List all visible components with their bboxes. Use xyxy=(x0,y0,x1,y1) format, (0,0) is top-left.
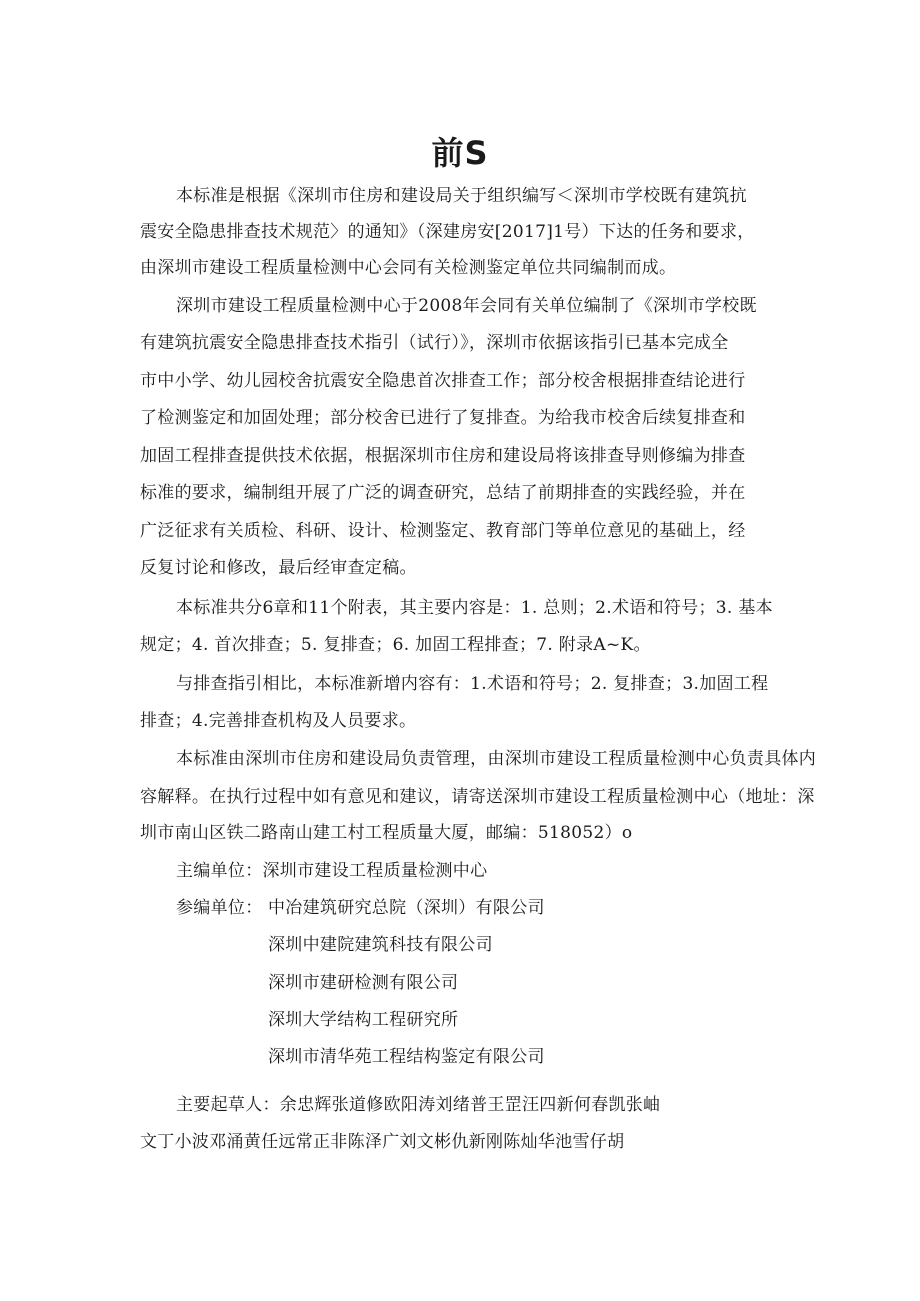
participating-label: 参编单位： xyxy=(176,898,263,918)
drafters-line: 文丁小波邓涌黄任远常正非陈泽广刘文彬仇新刚陈灿华池雪仔胡 xyxy=(140,1132,625,1152)
paragraph-2-line: 广泛征求有关质检、科研、设计、检测鉴定、教育部门等单位意见的基础上，经 xyxy=(140,521,746,541)
paragraph-3-line: 本标准共分6章和11个附表，其主要内容是：1. 总则；2.术语和符号；3. 基本 xyxy=(176,598,773,618)
participating-unit: 中冶建筑研究总院（深圳）有限公司 xyxy=(268,898,545,918)
paragraph-1-line: 本标准是根据《深圳市住房和建设局关于组织编写＜深圳市学校既有建筑抗 xyxy=(176,186,747,206)
paragraph-3-line: 规定；4. 首次排查；5. 复排查；6. 加固工程排查；7. 附录A~K。 xyxy=(140,635,651,655)
paragraph-1-line: 震安全隐患排查技术规范〉的通知》（深建房安[2017]1号）下达的任务和要求， xyxy=(140,222,755,242)
paragraph-2-line: 反复讨论和修改，最后经审查定稿。 xyxy=(140,558,417,578)
page-title: 前S xyxy=(431,134,489,172)
participating-unit: 深圳市建研检测有限公司 xyxy=(268,973,459,993)
chief-unit: 主编单位：深圳市建设工程质量检测中心 xyxy=(176,861,488,881)
paragraph-2-line: 市中小学、幼儿园校舍抗震安全隐患首次排查工作；部分校舍根据排查结论进行 xyxy=(140,371,746,391)
paragraph-2-line: 有建筑抗震安全隐患排查技术指引（试行）》，深圳市依据该指引已基本完成全 xyxy=(140,333,729,353)
participating-unit: 深圳中建院建筑科技有限公司 xyxy=(268,935,493,955)
drafters-line: 主要起草人：余忠辉张道修欧阳涛刘绪普王罡汪四新何春凯张岫 xyxy=(176,1095,661,1115)
paragraph-2-line: 标准的要求，编制组开展了广泛的调查研究，总结了前期排查的实践经验，并在 xyxy=(140,483,746,503)
paragraph-1-line: 由深圳市建设工程质量检测中心会同有关检测鉴定单位共同编制而成。 xyxy=(140,258,677,278)
paragraph-2-line: 深圳市建设工程质量检测中心于2008年会同有关单位编制了《深圳市学校既 xyxy=(176,296,757,316)
participating-unit: 深圳大学结构工程研究所 xyxy=(268,1010,459,1030)
paragraph-4-line: 排查；4.完善排查机构及人员要求。 xyxy=(140,711,417,731)
paragraph-5-line: 容解释。在执行过程中如有意见和建议，请寄送深圳市建设工程质量检测中心（地址：深 xyxy=(140,787,815,807)
paragraph-4-line: 与排查指引相比，本标准新增内容有：1.术语和符号；2. 复排查；3.加固工程 xyxy=(176,674,769,694)
paragraph-5-line: 圳市南山区铁二路南山建工村工程质量大厦，邮编：518052）o xyxy=(140,823,633,843)
participating-unit: 深圳市清华苑工程结构鉴定有限公司 xyxy=(268,1047,545,1067)
paragraph-2-line: 加固工程排查提供技术依据，根据深圳市住房和建设局将该排查导则修编为排查 xyxy=(140,446,746,466)
paragraph-5-line: 本标准由深圳市住房和建设局负责管理，由深圳市建设工程质量检测中心负责具体内 xyxy=(176,749,817,769)
paragraph-2-line: 了检测鉴定和加固处理；部分校舍已进行了复排查。为给我市校舍后续复排查和 xyxy=(140,408,746,428)
